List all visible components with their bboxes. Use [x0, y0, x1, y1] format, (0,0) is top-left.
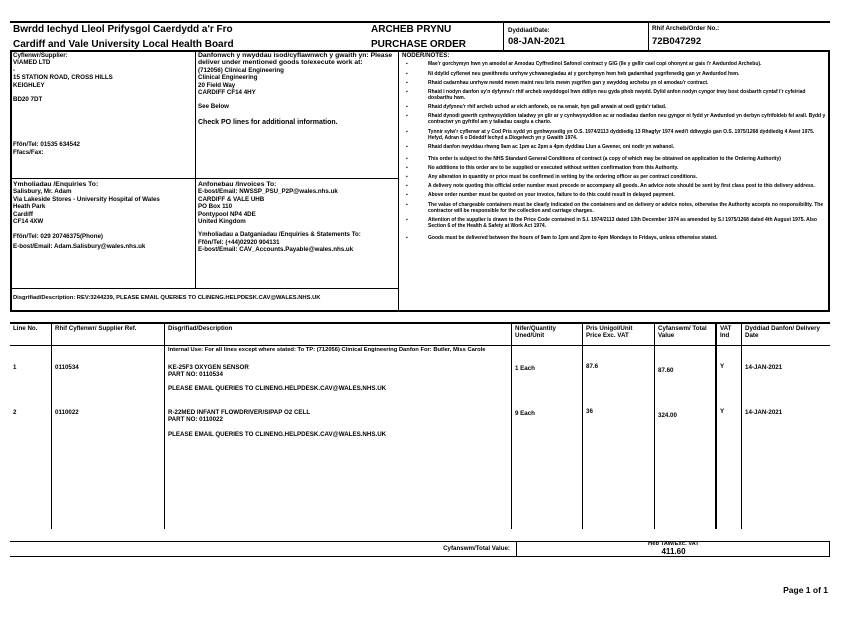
note-item: ▪ Goods must be delivered between the hours of 9am to 1pm and 2pm to 4pm Mondays to Fridays, unless otherwise stated. — [402, 235, 826, 241]
row-vat: Y — [720, 363, 725, 370]
invoices-section — [198, 181, 361, 254]
notes-section — [402, 52, 826, 244]
deliver-line: 20 Field Way — [198, 81, 236, 89]
row-part-no: PART NO: 0110534 — [168, 371, 223, 378]
header-unit-price: Pris Unigol/Unit Price Exc. VAT — [586, 325, 633, 340]
total-value: 411.60 — [661, 547, 686, 556]
col-divider — [715, 322, 717, 529]
doc-title-english: PURCHASE ORDER — [371, 39, 467, 50]
col-divider — [164, 322, 165, 529]
col-divider — [741, 322, 742, 529]
invoices-line: PO Box 110 — [198, 203, 233, 211]
note-item: ▪ Rhaid danfon nwyddau rhwng 9am ac 1pm ac 2pm a 4pm dyddiau Llun a Gwener, oni nodir yn wahanol. — [402, 144, 826, 150]
order-number: 72B047292 — [652, 36, 702, 47]
enquiries-section — [13, 181, 160, 250]
row-supplier-ref: 0110534 — [55, 364, 79, 371]
row-delivery-date: 14-JAN-2021 — [745, 409, 783, 416]
header-vat: VAT Ind — [720, 325, 732, 340]
divider — [648, 21, 649, 51]
note-item: ▪ A delivery note quoting this official order number must precede or accompany all goods. An advice note should be sent by first class post to this delivery address. — [402, 183, 826, 189]
org-english: Cardiff and Vale University Local Health Board — [13, 39, 234, 50]
org-welsh: Bwrdd Iechyd Lleol Prifysgol Caerdydd a'r Fro — [13, 24, 233, 35]
invoices-email[interactable]: E-bost/Email: NWSSP_PSU_P2P@wales.nhs.uk — [198, 188, 338, 196]
invoices-line: United Kingdom — [198, 218, 246, 226]
enquiries-line: CF14 4XW — [13, 218, 44, 226]
row-total: 324.00 — [658, 412, 677, 419]
supplier-line: BD20 7DT — [13, 96, 43, 104]
description-line: Disgrifiad/Description: REV:3244239, PLEASE EMAIL QUERIES TO CLINENG.HELPDESK.CAV@WALES.NHS.UK — [13, 295, 321, 301]
divider — [398, 50, 399, 312]
enquiries-tel: Ffôn/Tel: 029 20746375(Phone) — [13, 233, 103, 241]
row-quantity: 9 Each — [515, 410, 535, 417]
col-divider — [582, 322, 583, 529]
note-item: ▪ Above order number must be quoted on your invoice, failure to do this could result in delayed payment. — [402, 192, 826, 198]
row-unit-price: 36 — [586, 408, 593, 415]
invoices-line: CARDIFF & VALE UHB — [198, 195, 265, 203]
supplier-fax: Ffacs/Fax: — [13, 149, 44, 157]
divider — [503, 21, 504, 51]
header-description: Disgrifiad/Description — [168, 325, 233, 332]
row-line-no: 1 — [13, 364, 17, 371]
note-item: ▪ Rhaid dyfynnu'r rhif archeb uchod ar eich anfoneb, os na wnair, hyn gall arwain at oedi gyda'r taliad. — [402, 104, 826, 110]
deliver-label: Danfonwch y nwyddau isod/cyflawnwch y gwaith yn: Please deliver under mentioned goods to/execute work at: — [198, 52, 393, 67]
supplier-line: VIAMED LTD — [13, 59, 51, 67]
table-header-bottom — [10, 345, 830, 346]
row-total: 87.60 — [658, 367, 674, 374]
doc-title-welsh: ARCHEB PRYNU — [371, 24, 452, 35]
notes-welsh — [402, 61, 826, 149]
divider — [10, 288, 398, 289]
supplier-line: 15 STATION ROAD, CROSS HILLS — [13, 74, 113, 82]
deliver-section — [198, 52, 394, 126]
divider — [195, 50, 196, 178]
divider — [10, 178, 398, 179]
row-query-email: PLEASE EMAIL QUERIES TO CLINENG.HELPDESK.CAV@WALES.NHS.UK — [168, 385, 387, 392]
order-date: 08-JAN-2021 — [508, 36, 566, 47]
page-number: Page 1 of 1 — [783, 585, 828, 595]
notes-english — [402, 156, 826, 241]
col-divider — [654, 322, 655, 529]
order-no-label: Rhif Archeb/Order No.: — [652, 25, 720, 32]
row-delivery-date: 14-JAN-2021 — [745, 364, 783, 371]
note-item: ▪ Any alteration in quantity or price must be confirmed in writing by the ordering officer as per contract conditions. — [402, 174, 826, 180]
row-vat: Y — [720, 408, 725, 415]
divider — [195, 178, 196, 288]
deliver-line: CARDIFF CF14 4HY — [198, 89, 256, 97]
enquiries-line: Via Lakeside Stores - University Hospital of Wales — [13, 195, 160, 203]
invoices-line: Pontypool NP4 4DE — [198, 210, 256, 218]
note-item: ▪ Tynnir sylw'r cyflenwr at y Cod Pris sydd yn gynhwysedig yn O.S. 1974/2113 dyddiedig 13 Rhagfyr 1974 wedi'i ddiwygio gan O.S. 1975/1268 dyddiedig 4 Awst 1975. Hefyd, Adran 6 o Ddeddf Iechyd a Diogelwch yn y Gwaith 1974. — [402, 129, 826, 141]
statements-label: Ymholiadau a Datganiadau /Enquiries & Statements To: — [198, 231, 361, 239]
row-query-email: PLEASE EMAIL QUERIES TO CLINENG.HELPDESK.CAV@WALES.NHS.UK — [168, 431, 387, 438]
header-delivery-date: Dyddiad Danfon/ Delivery Date — [745, 325, 820, 340]
row-line-no: 2 — [13, 409, 17, 416]
enquiries-label: Ymholiadau /Enquiries To: — [13, 181, 99, 188]
row-quantity: 1 Each — [515, 365, 535, 372]
supplier-label: Cyflenwr/Supplier: — [13, 52, 68, 59]
header-total: Cyfanswm/ Total Value — [658, 325, 707, 340]
note-item: ▪ No additions to this order are to be supplied or executed without written confirmation from this Authority. — [402, 165, 826, 171]
supplier-tel: Ffôn/Tel: 01535 634542 — [13, 140, 80, 148]
date-label: Dyddiad/Date: — [508, 27, 550, 34]
deliver-line: Clinical Engineering — [198, 74, 258, 82]
row-part-no: PART NO: 0110022 — [168, 416, 223, 423]
spacer — [13, 89, 113, 96]
note-item: ▪ Ni ddylid cyflenwi neu gweithredu unrhyw ychwanegiadau at y gorchymyn hwn heb gadarnhad ysgrifenedig gan yr Awdurdod hwn. — [402, 71, 826, 77]
col-divider — [51, 322, 52, 529]
exc-vat-label: Heb TAW/Exc. VAT — [648, 541, 699, 547]
header-line-no: Line No. — [13, 325, 38, 332]
check-po-lines: Check PO lines for additional information. — [198, 118, 338, 126]
note-item: ▪ Rhaid dynodi gwerth cynhwysyddion taladwy yn glir ar y cynhwysyddion ac ar nodiadau danfon neu gyngor ni fydd yr Awdurdod yn derbyn cyfrifoldeb fel arall. Bydd y contractwr yn gyfrifol am y taliadau casglu a chario. — [402, 113, 826, 125]
supplier-line: KEIGHLEY — [13, 81, 45, 89]
table-top — [10, 322, 830, 324]
statements-tel: Ffôn/Tel: (+44)02920 904131 — [198, 238, 280, 246]
internal-use-note: Internal Use: For all lines except where stated: To TP: (712056) Clinical Engineering Danfon For: Butler, Miss Carole — [168, 347, 486, 353]
see-below: See Below — [198, 103, 229, 111]
supplier-section — [13, 52, 113, 157]
note-item: ▪ The value of chargeable containers must be clearly indicated on the containers and on delivery or advice notes, otherwise the Authority accepts no responsibility. The contractor will be responsible for the collection and carriage charges. — [402, 202, 826, 214]
enquiries-line: Heath Park — [13, 203, 46, 211]
note-item: ▪ Mae'r gorchymyn hwn yn amodol ar Amodau Cyffredinol Safonol contract y GIG (lle y gellir cael copi ohonynt ar gais i'r Awdurdod Archebu). — [402, 61, 826, 67]
note-item: ▪ Rhaid cadarnhau unrhyw newid mewn maint neu bris mewn ysgrifen gan y swyddog archebu yn ol amodau'r contract. — [402, 80, 826, 86]
header-quantity: Nifer/Quantity Uned/Unit — [515, 325, 556, 340]
deliver-line: (712056) Clinical Engineering — [198, 66, 284, 74]
supplier-line: - — [13, 66, 16, 74]
enquiries-email[interactable]: E-bost/Email: Adam.Salisbury@wales.nhs.uk — [13, 242, 146, 250]
note-item: ▪ Attention of the supplier is drawn to the Price Code contained in S.I. 1974/2113 dated 13th December 1974 as amended by S.I 1975/1268 dated 4th August 1975. Also Section 6 of the Health & Safety at Work Act 1974. — [402, 217, 826, 229]
enquiries-line: Cardiff — [13, 210, 33, 218]
row-supplier-ref: 0110022 — [55, 409, 79, 416]
note-item: ▪ This order is subject to the NHS Standard General Conditions of contract (a copy of which may be obtained on application to the Ordering Authority) — [402, 156, 826, 162]
total-label: Cyfanswm/Total Value: — [443, 545, 510, 552]
invoices-label: Anfonebau /Invoices To: — [198, 181, 277, 188]
row-unit-price: 87.6 — [586, 363, 599, 370]
notes-label: NODER/NOTES: — [402, 52, 450, 59]
row-description: R-22MED INFANT FLOWDRIVER/SIPAP O2 CELL — [168, 409, 311, 416]
note-item: ▪ Rhaid i nodyn danfon sy'n dyfynnu'r rhif archeb swyddogol hwn ddilyn neu gyda phob nwydd. Dylid anfon nodyn cyngor trwy bost dosbarth cyntaf i'r cyfeiriad dosbarthu hwn. — [402, 89, 826, 101]
row-description: KE-25F3 OXYGEN SENSOR — [168, 364, 249, 371]
statements-email[interactable]: E-bost/Email: CAV_Accounts.Payable@wales.nhs.uk — [198, 246, 354, 254]
enquiries-line: Salisbury, Mr. Adam — [13, 188, 72, 196]
header-supplier-ref: Rhif Cyflenwr/ Supplier Ref. — [55, 325, 137, 332]
